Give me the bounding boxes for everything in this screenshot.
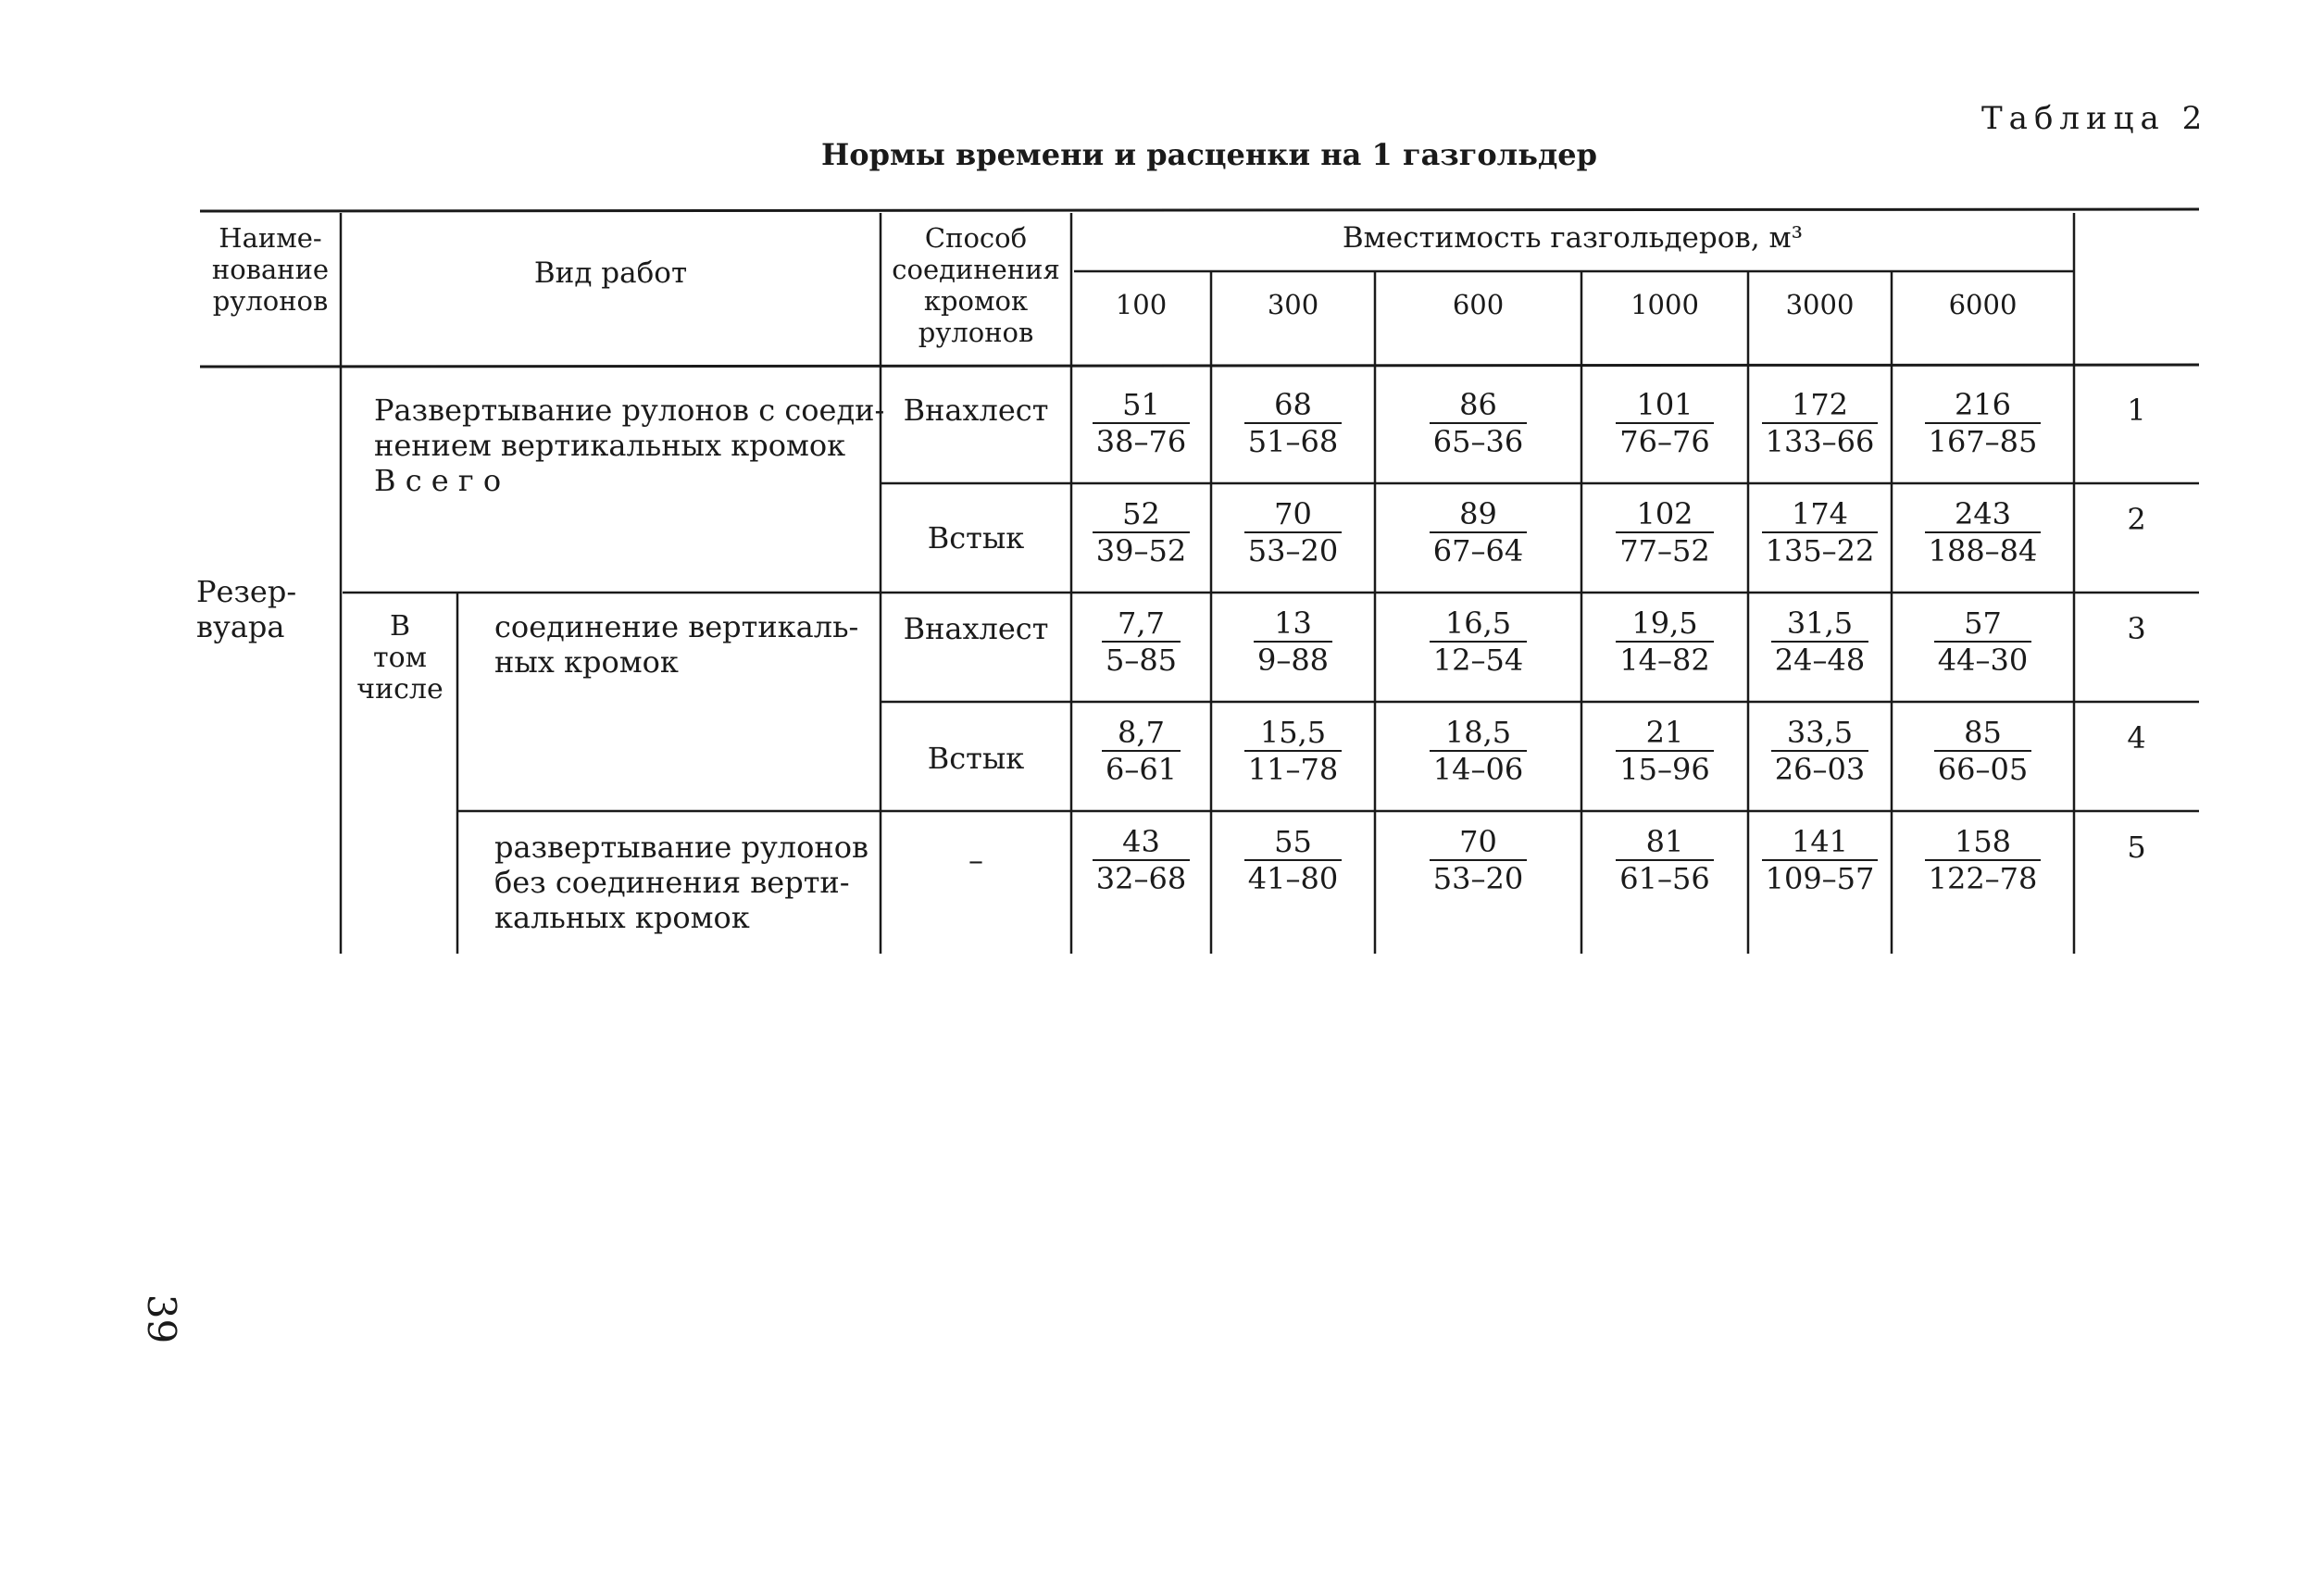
norm-time-value: 19,5 bbox=[1631, 606, 1698, 641]
value-cell bbox=[1071, 387, 1211, 459]
norm-time-value: 31,5 bbox=[1786, 606, 1854, 641]
roll-name-cell: Резер- вуара bbox=[196, 574, 297, 644]
rate-value: 24–48 bbox=[1771, 641, 1868, 678]
including-cell: В том числе bbox=[356, 610, 444, 706]
value-cell bbox=[1071, 824, 1211, 896]
norm-time-value: 21 bbox=[1645, 715, 1684, 750]
norm-time-value: 102 bbox=[1636, 496, 1693, 531]
rate-value: 14–06 bbox=[1430, 750, 1527, 787]
rate-value: 26–03 bbox=[1771, 750, 1868, 787]
header-work-type: Вид работ bbox=[533, 256, 688, 290]
value-cell bbox=[1748, 606, 1892, 678]
rate-value: 32–68 bbox=[1093, 859, 1190, 896]
page-number: 39 bbox=[139, 1293, 185, 1344]
value-cell bbox=[1748, 824, 1892, 896]
row-number: 1 bbox=[2127, 393, 2146, 428]
norm-time-value: 18,5 bbox=[1444, 715, 1512, 750]
value-cell bbox=[1375, 824, 1581, 896]
work-total-cell: Развертывание рулонов с соеди- нением вертикальных кромок В с е г о bbox=[374, 393, 885, 498]
header-capacity-group: Вместимость газгольдеров, м³ bbox=[1342, 221, 1804, 255]
table-title: Нормы времени и расценки на 1 газгольдер bbox=[820, 137, 1598, 172]
norm-time-value: 68 bbox=[1274, 387, 1312, 422]
sub-unrolling-cell: развертывание рулонов без соединения верти- кальных кромок bbox=[494, 830, 868, 935]
rate-value: 167–85 bbox=[1925, 422, 2042, 459]
norm-time-value: 51 bbox=[1122, 387, 1160, 422]
value-cell bbox=[1581, 824, 1748, 896]
rate-value: 9–88 bbox=[1254, 641, 1332, 678]
value-cell bbox=[1581, 496, 1748, 568]
row-number: 2 bbox=[2127, 502, 2146, 537]
value-cell bbox=[1748, 387, 1892, 459]
rate-value: 135–22 bbox=[1762, 531, 1879, 568]
rate-value: 41–80 bbox=[1244, 859, 1342, 896]
value-cell bbox=[1211, 824, 1375, 896]
value-cell bbox=[1892, 824, 2074, 896]
header-capacity-3000: 3000 bbox=[1785, 289, 1855, 320]
rate-value: 6–61 bbox=[1102, 750, 1181, 787]
value-cell bbox=[1892, 496, 2074, 568]
norm-time-value: 57 bbox=[1964, 606, 2002, 641]
value-cell bbox=[1892, 606, 2074, 678]
norm-time-value: 13 bbox=[1274, 606, 1312, 641]
value-cell bbox=[1581, 606, 1748, 678]
rate-value: 109–57 bbox=[1762, 859, 1879, 896]
value-cell bbox=[1211, 606, 1375, 678]
rate-value: 11–78 bbox=[1244, 750, 1342, 787]
norm-time-value: 8,7 bbox=[1118, 715, 1165, 750]
value-cell bbox=[1748, 715, 1892, 787]
value-cell bbox=[1375, 715, 1581, 787]
norm-time-value: 7,7 bbox=[1118, 606, 1165, 641]
value-cell bbox=[1211, 387, 1375, 459]
rate-value: 76–76 bbox=[1616, 422, 1713, 459]
value-cell bbox=[1748, 496, 1892, 568]
rate-value: 38–76 bbox=[1093, 422, 1190, 459]
norm-time-value: 243 bbox=[1954, 496, 2012, 531]
norm-time-value: 52 bbox=[1122, 496, 1160, 531]
value-cell bbox=[1892, 715, 2074, 787]
rate-value: 51–68 bbox=[1244, 422, 1342, 459]
norm-time-value: 81 bbox=[1645, 824, 1684, 859]
header-roll-name: Наиме- нование рулонов bbox=[211, 222, 330, 317]
value-cell bbox=[1071, 496, 1211, 568]
method-cell: Внахлест bbox=[903, 611, 1049, 646]
value-cell bbox=[1581, 387, 1748, 459]
norm-time-value: 55 bbox=[1274, 824, 1312, 859]
rate-value: 12–54 bbox=[1430, 641, 1527, 678]
norm-time-value: 174 bbox=[1791, 496, 1849, 531]
norm-time-value: 70 bbox=[1274, 496, 1312, 531]
header-capacity-1000: 1000 bbox=[1631, 289, 1699, 320]
norm-time-value: 70 bbox=[1459, 824, 1497, 859]
value-cell bbox=[1375, 387, 1581, 459]
value-cell bbox=[1375, 496, 1581, 568]
header-capacity-300: 300 bbox=[1267, 289, 1319, 320]
sub-joining-cell: соединение вертикаль- ных кромок bbox=[494, 609, 859, 680]
rate-value: 77–52 bbox=[1616, 531, 1713, 568]
row-number: 5 bbox=[2127, 830, 2146, 865]
rate-value: 15–96 bbox=[1616, 750, 1713, 787]
rate-value: 122–78 bbox=[1925, 859, 2042, 896]
value-cell bbox=[1071, 715, 1211, 787]
rate-value: 14–82 bbox=[1616, 641, 1713, 678]
norm-time-value: 141 bbox=[1791, 824, 1849, 859]
rate-value: 65–36 bbox=[1430, 422, 1527, 459]
rate-value: 44–30 bbox=[1934, 641, 2031, 678]
norm-time-value: 216 bbox=[1954, 387, 2012, 422]
value-cell bbox=[1071, 606, 1211, 678]
value-cell bbox=[1375, 606, 1581, 678]
norm-time-value: 15,5 bbox=[1259, 715, 1327, 750]
rate-value: 188–84 bbox=[1925, 531, 2042, 568]
rate-value: 133–66 bbox=[1762, 422, 1879, 459]
row-number: 4 bbox=[2127, 720, 2146, 756]
norm-time-value: 33,5 bbox=[1786, 715, 1854, 750]
method-cell: – bbox=[968, 843, 983, 878]
row-number: 3 bbox=[2127, 611, 2146, 646]
norm-time-value: 172 bbox=[1791, 387, 1849, 422]
norm-time-value: 85 bbox=[1964, 715, 2002, 750]
value-cell bbox=[1211, 496, 1375, 568]
method-cell: Встык bbox=[927, 741, 1025, 776]
rate-value: 53–20 bbox=[1430, 859, 1527, 896]
norm-time-value: 16,5 bbox=[1444, 606, 1512, 641]
header-capacity-6000: 6000 bbox=[1948, 289, 2018, 320]
value-cell bbox=[1892, 387, 2074, 459]
header-capacity-100: 100 bbox=[1115, 289, 1168, 320]
header-capacity-600: 600 bbox=[1452, 289, 1505, 320]
method-cell: Встык bbox=[927, 520, 1025, 556]
norm-time-value: 101 bbox=[1636, 387, 1693, 422]
value-cell bbox=[1581, 715, 1748, 787]
rate-value: 53–20 bbox=[1244, 531, 1342, 568]
method-cell: Внахлест bbox=[903, 393, 1049, 428]
norm-time-value: 89 bbox=[1459, 496, 1497, 531]
rate-value: 5–85 bbox=[1102, 641, 1181, 678]
value-cell bbox=[1211, 715, 1375, 787]
norm-time-value: 43 bbox=[1122, 824, 1160, 859]
header-join-method: Способ соединения кромок рулонов bbox=[892, 222, 1060, 348]
rate-value: 61–56 bbox=[1616, 859, 1713, 896]
rate-value: 66–05 bbox=[1934, 750, 2031, 787]
rate-value: 39–52 bbox=[1093, 531, 1190, 568]
norm-time-value: 158 bbox=[1954, 824, 2012, 859]
rate-value: 67–64 bbox=[1430, 531, 1527, 568]
table-label: Таблица 2 bbox=[1981, 100, 2209, 137]
norm-time-value: 86 bbox=[1459, 387, 1497, 422]
